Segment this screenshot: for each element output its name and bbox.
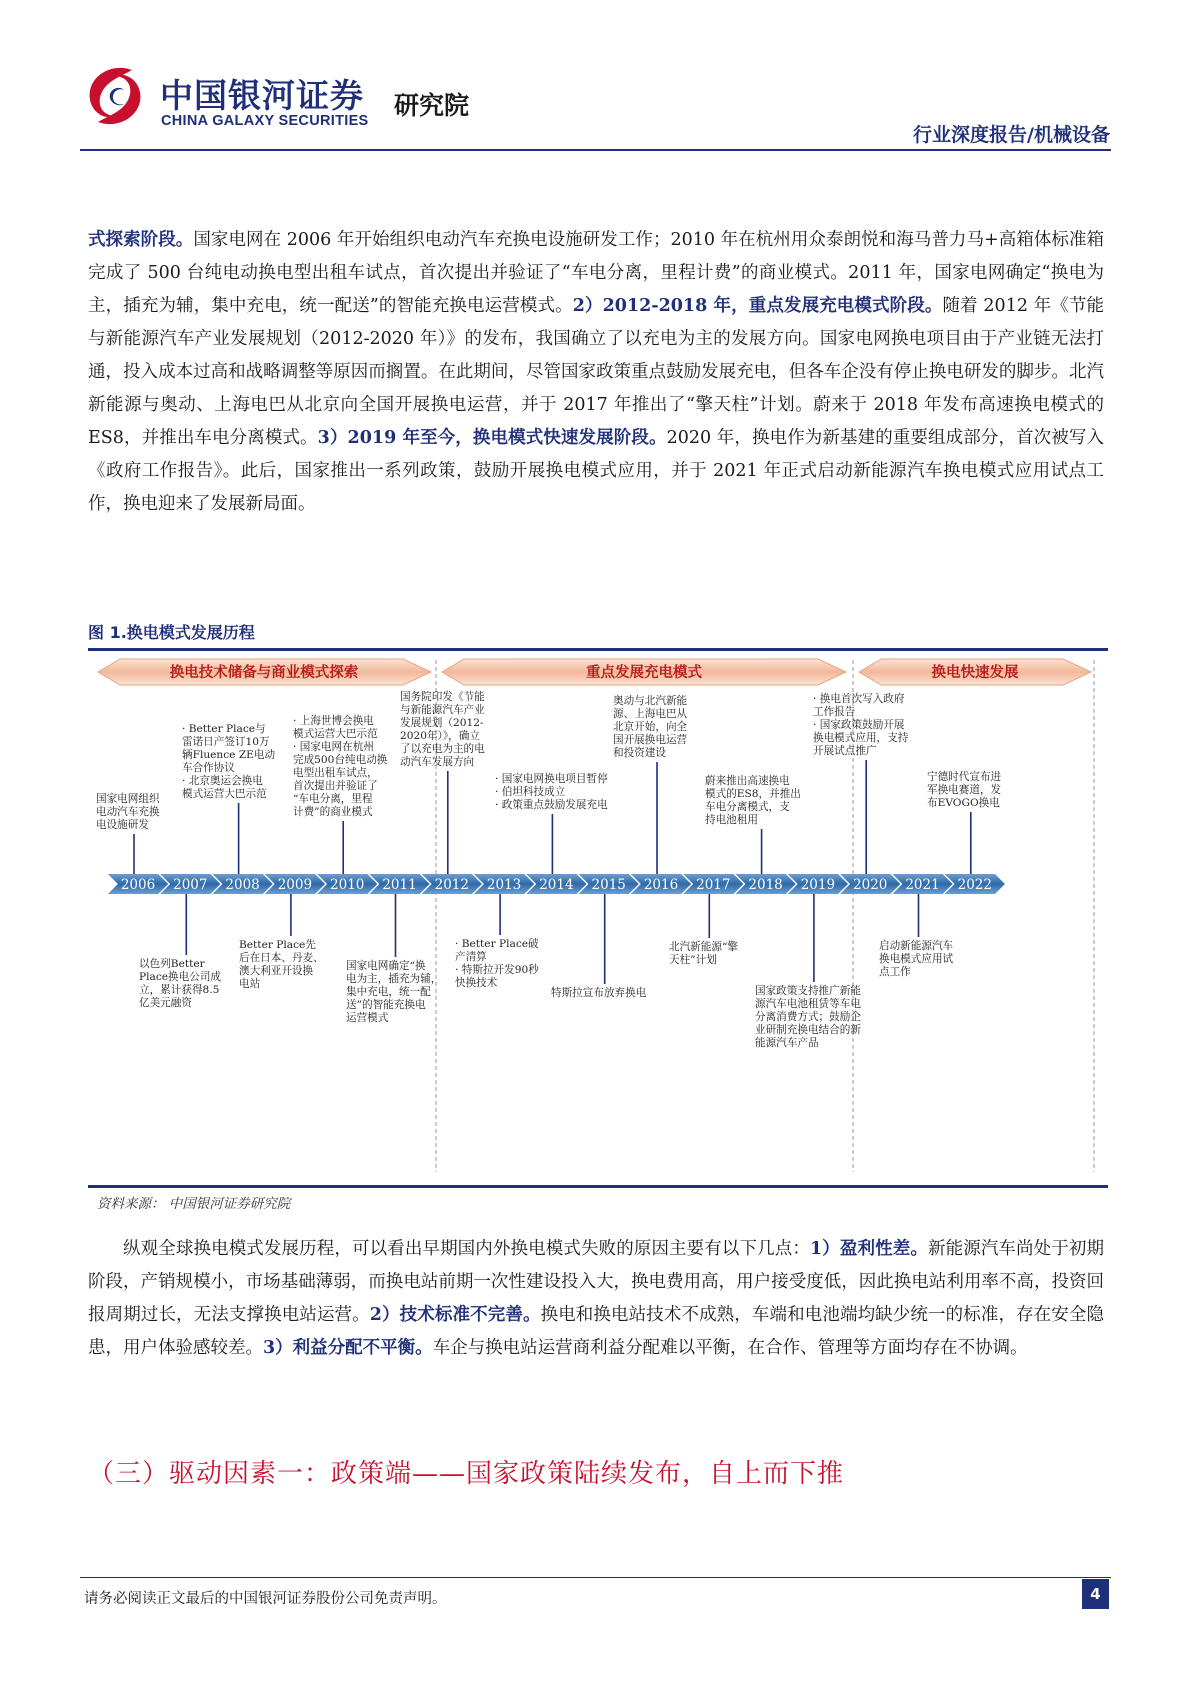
galaxy-logo-icon [80, 60, 150, 132]
year-label-2007: 2007 [173, 877, 208, 893]
year-label-2010: 2010 [330, 877, 365, 893]
figure-source: 资料来源： 中国银河证券研究院 [97, 1196, 291, 1212]
body-paragraph-history [88, 224, 1104, 521]
logo-english-name: CHINA GALAXY SECURITIES [161, 113, 369, 129]
year-label-2021: 2021 [905, 877, 940, 893]
reason3-text: 车企与换电站运营商利益分配难以平衡，在合作、管理等方面均存在不协调。 [432, 1338, 1028, 1358]
reason1-text: 新能源汽车尚处于初期阶段，产销规模小，市场基础薄弱，而换电站前期一次性建设投入大，换电费用高，用户接受度低，因此换电站利用率不高，投资回报周期过长，无法支撑换电站运营。 [88, 1239, 1105, 1325]
event-note-2017: 北汽新能源“擎天柱”计划 [669, 941, 738, 966]
year-label-2020: 2020 [853, 877, 888, 893]
reasons-intro: 纵观全球换电模式发展历程，可以看出早期国内外换电模式失败的原因主要有以下几点： [123, 1239, 810, 1259]
year-label-2018: 2018 [748, 877, 783, 893]
year-label-2011: 2011 [382, 877, 417, 893]
event-note-2021: 启动新能源汽车换电模式应用试点工作 [879, 940, 954, 978]
institute-name: 研究院 [394, 91, 470, 120]
year-label-2006: 2006 [120, 877, 156, 893]
reason2-text: 换电和换电站技术不成熟，车端和电池端均缺少统一的标准，存在安全隐患，用户体验感较差。 [88, 1305, 1105, 1358]
figure-title: 图 1.换电模式发展历程 [88, 623, 255, 642]
year-label-2017: 2017 [696, 877, 731, 893]
phase-label-2: 重点发展充电模式 [586, 665, 702, 681]
phase3-emphasis: 3）2019 年至今，换电模式快速发展阶段。 [317, 428, 667, 448]
event-note-2013: · Better Place破产清算· 特斯拉开发90秒快换技术 [455, 938, 539, 989]
phase1-emphasis: 式探索阶段。 [88, 230, 194, 250]
event-note-2018: 蔚来推出高速换电模式的ES8，并推出车电分离模式，支持电池租用 [705, 775, 801, 826]
report-type-label: 行业深度报告/机械设备 [913, 124, 1110, 146]
phase2-emphasis: 2）2012-2018 年，重点发展充电模式阶段。 [572, 296, 943, 316]
year-label-2009: 2009 [277, 877, 313, 893]
year-label-2008: 2008 [225, 877, 260, 893]
figure-bottom-rule [88, 1185, 1108, 1188]
phase2-text: 随着 2012 年《节能与新能源汽车产业发展规划（2012-2020 年）》的发布，我国确立了以充电为主的发展方向。国家电网换电项目由于产业链无法打通，投入成本过高和战略调整等原因而搁置。在此期间，尽管国家政策重点鼓励发展充电，但各车企没有停止换电研发的脚步。北汽新能源与奥动、上海电巴从北京向全国开展换电运营，并于 2017 年推出了“擎天柱”计划。蔚来于 2018 年发布高速换电模式的 ES8，并推出车电分离模式。 [88, 296, 1104, 448]
event-note-2020: · 换电首次写入政府工作报告· 国家政策鼓励开展换电模式应用，支持开展试点推广 [813, 693, 909, 757]
year-label-2016: 2016 [643, 877, 679, 893]
event-note-2011: 国家电网确定“换电为主，插充为辅，集中充电，统一配送”的智能充换电运营模式 [346, 960, 442, 1024]
year-label-2013: 2013 [486, 877, 522, 893]
footer-divider [80, 1577, 1111, 1578]
phase1-text: 国家电网在 2006 年开始组织电动汽车充换电设施研发工作；2010 年在杭州用众泰朗悦和海马普力马+高箱体标准箱完成了 500 台纯电动换电型出租车试点，首次提出并验证了“车电分离，里程计费”的商业模式。2011 年，国家电网确定“换电为主，插充为辅，集中充电，统一配送”的智能充换电运营模式。 [88, 230, 1105, 316]
timeline-diagram [88, 652, 1108, 1184]
event-note-2019: 国家政策支持推广新能源汽车电池租赁等车电分离消费方式；鼓励企业研制充换电结合的新能源汽车产品 [755, 985, 861, 1049]
event-note-2009: Better Place先后在日本、丹麦、澳大利亚开设换电站 [239, 939, 324, 990]
year-label-2014: 2014 [539, 877, 574, 893]
reason3-emphasis: 3）利益分配不平衡。 [263, 1338, 433, 1358]
year-label-2019: 2019 [800, 877, 836, 893]
phase3-text: 2020 年，换电作为新基建的重要组成部分，首次被写入《政府工作报告》。此后，国家推出一系列政策，鼓励开展换电模式应用，并于 2021 年正式启动新能源汽车换电模式应用试点工作，换电迎来了发展新局面。 [88, 428, 1104, 514]
event-note-2012: 国务院印发《节能与新能源汽车产业发展规划（2012-2020年）》，确立了以充电为主的电动汽车发展方向 [400, 691, 485, 768]
reason1-emphasis: 1）盈利性差。 [809, 1239, 928, 1259]
event-note-2010: · 上海世博会换电模式运营大巴示范· 国家电网在杭州完成500台纯电动换电型出租车试点，首次提出并验证了“车电分离，里程计费”的商业模式 [293, 715, 388, 818]
event-note-2006: 国家电网组织电动汽车充换电设施研发 [96, 793, 160, 831]
footer-disclaimer: 请务必阅读正文最后的中国银河证券股份公司免责声明。 [84, 1591, 447, 1607]
reason2-emphasis: 2）技术标准不完善。 [369, 1305, 541, 1325]
figure-top-rule [88, 648, 1108, 651]
event-note-2007: 以色列Better Place换电公司成立，累计获得8.5 亿美元融资 [139, 958, 222, 1009]
logo-chinese-name: 中国银河证券 [160, 76, 364, 115]
section-heading: （三）驱动因素一：政策端——国家政策陆续发布，自上而下推 [88, 1459, 845, 1489]
body-paragraph-failure-reasons [88, 1233, 1104, 1365]
header-divider [80, 149, 1111, 151]
phase-label-1: 换电技术储备与商业模式探索 [169, 665, 359, 681]
event-note-2016: 奥动与北汽新能源、上海电巴从北京开始，向全国开展换电运营和投资建设 [613, 695, 688, 759]
year-label-2015: 2015 [591, 877, 626, 893]
page-number: 4 [1082, 1579, 1109, 1609]
year-label-2022: 2022 [957, 877, 992, 893]
phase-label-3: 换电快速发展 [931, 665, 1019, 681]
event-note-2008: · Better Place与雷诺日产签订10万辆Fluence ZE电动车合作协议· 北京奥运会换电模式运营大巴示范 [182, 723, 276, 800]
event-note-2015: 特斯拉宣布放弃换电 [551, 987, 647, 999]
event-note-2014: · 国家电网换电项目暂停· 伯坦科技成立· 政策重点鼓励发展充电 [495, 773, 608, 811]
event-note-2022: 宁德时代宣布进军换电赛道，发布EVOGO换电 [927, 771, 1002, 809]
year-label-2012: 2012 [434, 877, 469, 893]
